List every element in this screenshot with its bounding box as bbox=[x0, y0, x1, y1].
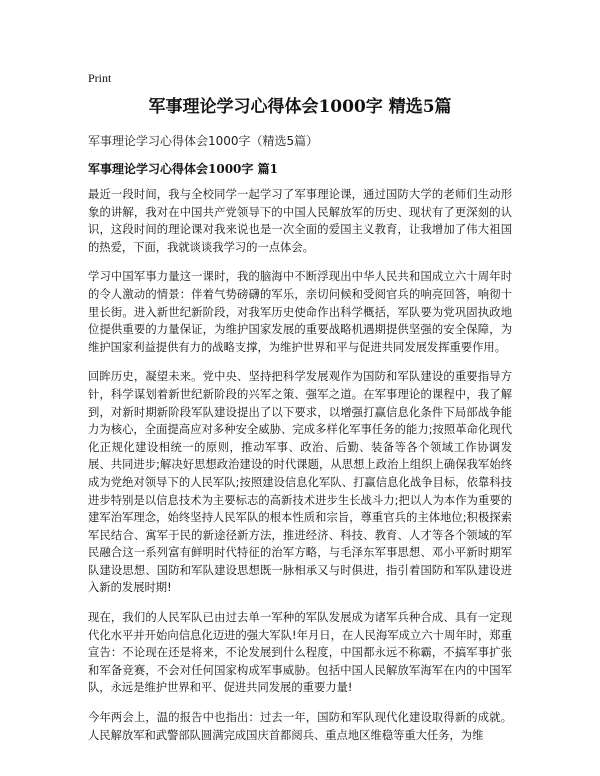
paragraph-2: 学习中国军事力量这一课时，我的脑海中不断浮现出中华人民共和国成立六十周年时的令人激动的情景：伴着气势磅礴的军乐，亲切问候和受阅官兵的响亮回答，响彻十里长街。进入新世纪新阶段，对我军历史使命作出科学概括，军队要为党巩固执政地位提供重要的力量保证，为维护国家发展的重要战略机遇期提供坚强的安全保障，为维护国家利益提供有力的战略支撑，为维护世界和平与促进共同发展发挥重要作用。 bbox=[88, 270, 512, 354]
document-subtitle: 军事理论学习心得体会1000字（精选5篇） bbox=[88, 134, 319, 148]
paragraph-5: 今年两会上，温的报告中也指出：过去一年，国防和军队现代化建设取得新的成就。人民解放军和武警部队圆满完成国庆首都阅兵、重点地区维稳等重大任务，为维 bbox=[88, 711, 512, 742]
print-label: Print bbox=[88, 71, 112, 85]
paragraph-3: 回眸历史，凝望未来。党中央、坚持把科学发展观作为国防和军队建设的重要指导方针，科学谋划着新世纪新阶段的兴军之策、强军之道。在军事理论的课程中，我了解到，对新时期新阶段军队建设提出了以下要求，以增强打赢信息化条件下局部战争能力为核心，全面提高应对多种安全威胁、完成多样化军事任务的能力;按照革命化现代化正规化建设相统一的原则，推动军事、政治、后勤、装备等各个领域工作协调发展、共同进步;解决好思想政治建设的时代课题，从思想上政治上组织上确保我军始终成为党绝对领导下的人民军队;按照建设信息化军队、打赢信息化战争目标，依靠科技进步特别是以信息技术为主要标志的高新技术进步生长战斗力;把以人为本作为重要的建军治军理念，始终坚持人民军队的根本性质和宗旨，尊重官兵的主体地位;积极探索军民结合、寓军于民的新途径新方法，推进经济、科技、教育、人才等各个领域的军民融合这一系列富有鲜明时代特征的治军方略，与毛泽东军事思想、邓小平新时期军队建设思想、国防和军队建设思想既一脉相承又与时俱进，指引着国防和军队建设进入新的发展时期! bbox=[88, 370, 512, 595]
section-heading: 军事理论学习心得体会1000字 篇1 bbox=[88, 162, 278, 176]
paragraph-1: 最近一段时间，我与全校同学一起学习了军事理论课，通过国防大学的老师们生动形象的讲解，我对在中国共产党领导下的中国人民解放军的历史、现状有了更深刻的认识，这段时间的理论课对我来说也是一次全面的爱国主义教育，让我增加了伟大祖国的热爱，下面，我就谈谈我学习的一点体会。 bbox=[88, 188, 512, 254]
document-title: 军事理论学习心得体会1000字 精选5篇 bbox=[148, 97, 452, 117]
document-body bbox=[88, 186, 512, 756]
paragraph-4: 现在，我们的人民军队已由过去单一军种的军队发展成为诸军兵种合成、具有一定现代化水平并开始向信息化迈进的强大军队!年月日，在人民海军成立六十周年时，郑重宣告：不论现在还是将来，不论发展到什么程度，中国都永远不称霸，不搞军事扩张和军备竞赛，不会对任何国家构成军事威胁。包括中国人民解放军海军在内的中国军队，永远是维护世界和平、促进共同发展的重要力量! bbox=[88, 611, 512, 695]
